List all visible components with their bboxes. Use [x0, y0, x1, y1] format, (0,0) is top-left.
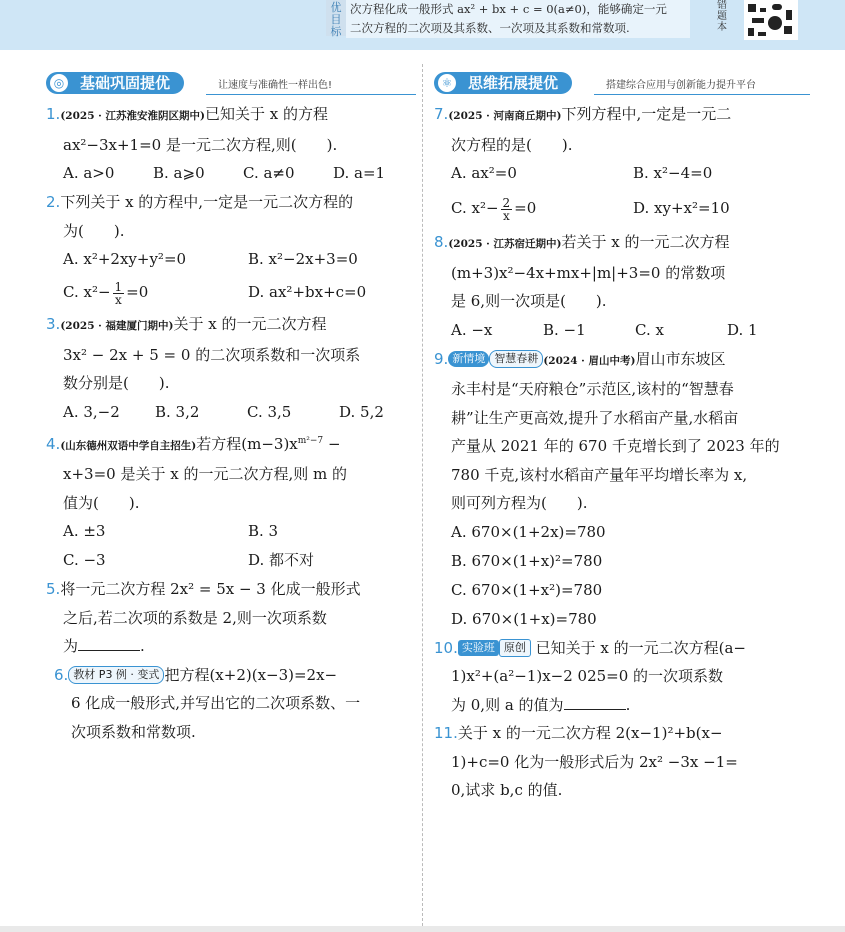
- question-source: (2025 · 福建厦门期中): [60, 320, 174, 332]
- options-row: [434, 188, 810, 228]
- qr-code-icon: [744, 0, 798, 40]
- wrong-book-label: 错题本: [717, 0, 727, 33]
- question-text: 若关于 x 的一元二次方程: [561, 233, 730, 251]
- question-text: 把方程(x+2)(x−3)=2x−: [164, 665, 338, 684]
- question-text: 关于 x 的一元二次方程: [173, 315, 327, 333]
- options-row: [46, 274, 416, 310]
- options-row: [46, 159, 416, 188]
- original-tag: 原创: [499, 639, 531, 657]
- question-number: 7.: [434, 105, 449, 123]
- question-source: (2025 · 江苏淮安淮阴区期中): [60, 110, 205, 122]
- section-banner-advanced: [434, 70, 810, 96]
- question-source: (山东德州双语中学自主招生): [60, 439, 197, 452]
- question-number: 4.: [46, 434, 61, 453]
- textbook-tag: 教材 P3 例 · 变式: [68, 666, 164, 684]
- options-row: [434, 159, 810, 188]
- option-c[interactable]: C. a≠0: [243, 164, 295, 182]
- lab-class-tag: 实验班: [458, 640, 499, 656]
- question-text: 眉山市东坡区: [635, 349, 726, 368]
- question-text: 值为( ).: [63, 493, 140, 512]
- question-text: 6 化成一般形式,并写出它的二次项系数、一: [71, 694, 361, 712]
- new-context-tag: 新情境: [448, 351, 489, 367]
- option-b[interactable]: B. a⩾0: [153, 164, 205, 182]
- goal-tab: 优目标: [326, 0, 346, 36]
- option-a[interactable]: A. a>0: [63, 164, 115, 182]
- column-divider: [422, 64, 423, 926]
- question-number: 2.: [46, 193, 61, 211]
- question-text: 780 千克,该村水稻亩产量年平均增长率为 x,: [451, 465, 748, 484]
- options-row: [46, 517, 416, 546]
- question-text: ax²−3x+1=0 是一元二次方程,则( ).: [63, 135, 338, 154]
- goal-hint-line2: 二次方程的二次项及其系数、一次项及其系数和常数项.: [350, 21, 630, 35]
- target-icon: ◎: [50, 74, 68, 92]
- banner-title: 思维拓展提优: [468, 74, 559, 92]
- options-row: [46, 398, 416, 427]
- banner-slogan: 搭建综合应用与创新能力提升平台: [606, 80, 756, 91]
- section-banner-basic: [46, 70, 416, 96]
- options-row: [46, 546, 416, 575]
- question-1: [46, 100, 416, 188]
- banner-slogan: 让速度与准确性一样出色!: [218, 80, 333, 91]
- option-a[interactable]: A. ±3: [63, 522, 106, 540]
- question-number: 1.: [46, 105, 61, 123]
- question-text: 是 6,则一次项是( ).: [451, 292, 607, 310]
- option-c[interactable]: C. x: [635, 320, 664, 339]
- option-d[interactable]: D. 5,2: [339, 402, 384, 421]
- option-d[interactable]: D. a=1: [333, 164, 386, 182]
- question-text: 将一元二次方程 2x² = 5x − 3 化成一般形式: [60, 580, 361, 598]
- option-a[interactable]: A. 3,−2: [63, 402, 120, 421]
- question-text: 下列方程中,一定是一元二: [561, 105, 732, 123]
- question-text: 下列关于 x 的方程中,一定是一元二次方程的: [60, 193, 354, 211]
- question-text: 则可列方程为( ).: [451, 494, 588, 512]
- goal-hint-box: [346, 0, 690, 38]
- question-source: (2025 · 河南商丘期中): [448, 110, 562, 122]
- option-b[interactable]: B. x²−4=0: [633, 164, 713, 182]
- options-row: [46, 245, 416, 274]
- option-b[interactable]: B. 3,2: [155, 402, 200, 421]
- question-text: 数分别是( ).: [63, 374, 170, 392]
- top-banner: [0, 0, 845, 50]
- page-bottom-edge: [0, 926, 845, 932]
- option-d[interactable]: D. 都不对: [248, 551, 315, 569]
- right-column: [434, 70, 810, 805]
- left-column: [46, 70, 416, 746]
- question-text: 若方程(m−3)x: [196, 434, 298, 453]
- option-b[interactable]: B. 3: [248, 522, 279, 540]
- question-text: 为( ).: [63, 221, 125, 240]
- question-source: (2025 · 江苏宿迁期中): [448, 238, 562, 250]
- question-11: [434, 719, 810, 805]
- question-text: 已知关于 x 的方程: [204, 105, 328, 123]
- option-a[interactable]: A. ax²=0: [451, 164, 517, 182]
- question-5: 5.将一元二次方程 2x² = 5x − 3 化成一般形式 之后,若二次项的系数是 2,则一次项系数 为 .: [46, 575, 416, 661]
- goal-hint-line1: 次方程化成一般形式 ax² + bx + c = 0(a≠0)，能够确定一元: [350, 2, 667, 16]
- option-b[interactable]: B. x²−2x+3=0: [248, 250, 358, 268]
- question-text: 1)+c=0 化为一般形式后为 2x² −3x −1=: [451, 752, 738, 771]
- question-text: 耕”让生产更高效,提升了水稻亩产量,水稻亩: [451, 408, 739, 427]
- option-b[interactable]: B. −1: [543, 320, 586, 339]
- question-text: 为 0,则 a 的值为: [451, 695, 564, 714]
- question-number: 11.: [434, 724, 458, 742]
- question-text: 次方程的是( ).: [451, 135, 573, 154]
- question-text: 产量从 2021 年的 670 千克增长到了 2023 年的: [451, 437, 780, 455]
- question-number: 3.: [46, 315, 61, 333]
- question-text: 0,试求 b,c 的值.: [451, 781, 563, 799]
- options-row: [434, 316, 810, 345]
- question-text: 3x² − 2x + 5 = 0 的二次项系数和一次项系: [63, 345, 361, 364]
- question-text: 1)x²+(a²−1)x−2 025=0 的一次项系数: [451, 667, 724, 685]
- option-d[interactable]: D. xy+x²=10: [633, 199, 730, 217]
- option-c[interactable]: C. 670×(1+x²)=780: [451, 580, 603, 599]
- option-c[interactable]: C. x²− $\frac{2}{x}$ =0: [451, 195, 537, 223]
- banner-title: 基础巩固提优: [80, 74, 171, 92]
- question-text: x+3=0 是关于 x 的一元二次方程,则 m 的: [63, 465, 347, 483]
- question-6: [46, 661, 416, 747]
- question-number: 10.: [434, 638, 458, 657]
- question-number: 9.: [434, 349, 449, 368]
- option-a[interactable]: A. −x: [451, 320, 493, 339]
- atom-icon: ⚛: [438, 74, 456, 92]
- question-number: 6.: [54, 665, 69, 684]
- answer-blank[interactable]: [564, 693, 626, 710]
- question-text: (m+3)x²−4x+mx+|m|+3=0 的常数项: [451, 263, 726, 282]
- banner-pill: [46, 72, 184, 94]
- question-text: 关于 x 的一元二次方程 2(x−1)²+b(x−: [457, 724, 723, 742]
- question-4: 4.(山东德州双语中学自主招生)若方程$(m-3)x^{m^2-7}$ − x+3=0 是关于 x 的一元二次方程,则 m 的 值为( ). A. ±3 B. 3 C. −3 D. 都不对: [46, 427, 416, 576]
- question-10: 10. 实验班 原创 已知关于 x 的一元二次方程(a− 1)x²+(a²−1)x−2 025=0 的一次项系数 为 0,则 a 的值为 .: [434, 634, 810, 720]
- option-a[interactable]: A. 670×(1+2x)=780: [451, 522, 606, 541]
- question-7: [434, 100, 810, 228]
- question-8: [434, 228, 810, 345]
- topic-tag: 智慧春耕: [489, 350, 543, 368]
- question-number: 8.: [434, 233, 449, 251]
- answer-blank[interactable]: [78, 634, 140, 651]
- question-text: 永丰村是“天府粮仓”示范区,该村的“智慧春: [451, 380, 734, 398]
- question-text: 次项系数和常数项.: [71, 722, 196, 741]
- question-3: [46, 310, 416, 427]
- option-d[interactable]: D. 670×(1+x)=780: [451, 609, 597, 628]
- option-c[interactable]: C. −3: [63, 551, 106, 569]
- question-9: [434, 345, 810, 634]
- option-b[interactable]: B. 670×(1+x)²=780: [451, 551, 603, 570]
- option-c[interactable]: C. 3,5: [247, 402, 292, 421]
- question-text: 已知关于 x 的一元二次方程(a−: [535, 638, 747, 657]
- question-2: [46, 188, 416, 310]
- question-text: 之后,若二次项的系数是 2,则一次项系数: [63, 608, 327, 627]
- banner-pill: [434, 72, 572, 94]
- option-c[interactable]: C. x²− $\frac{1}{x}$ =0: [63, 279, 149, 307]
- option-d[interactable]: D. ax²+bx+c=0: [248, 283, 367, 301]
- question-text: 为: [63, 637, 79, 655]
- question-source: (2024 · 眉山中考): [543, 354, 636, 367]
- option-a[interactable]: A. x²+2xy+y²=0: [63, 250, 187, 268]
- question-number: 5.: [46, 580, 61, 598]
- option-d[interactable]: D. 1: [727, 320, 758, 339]
